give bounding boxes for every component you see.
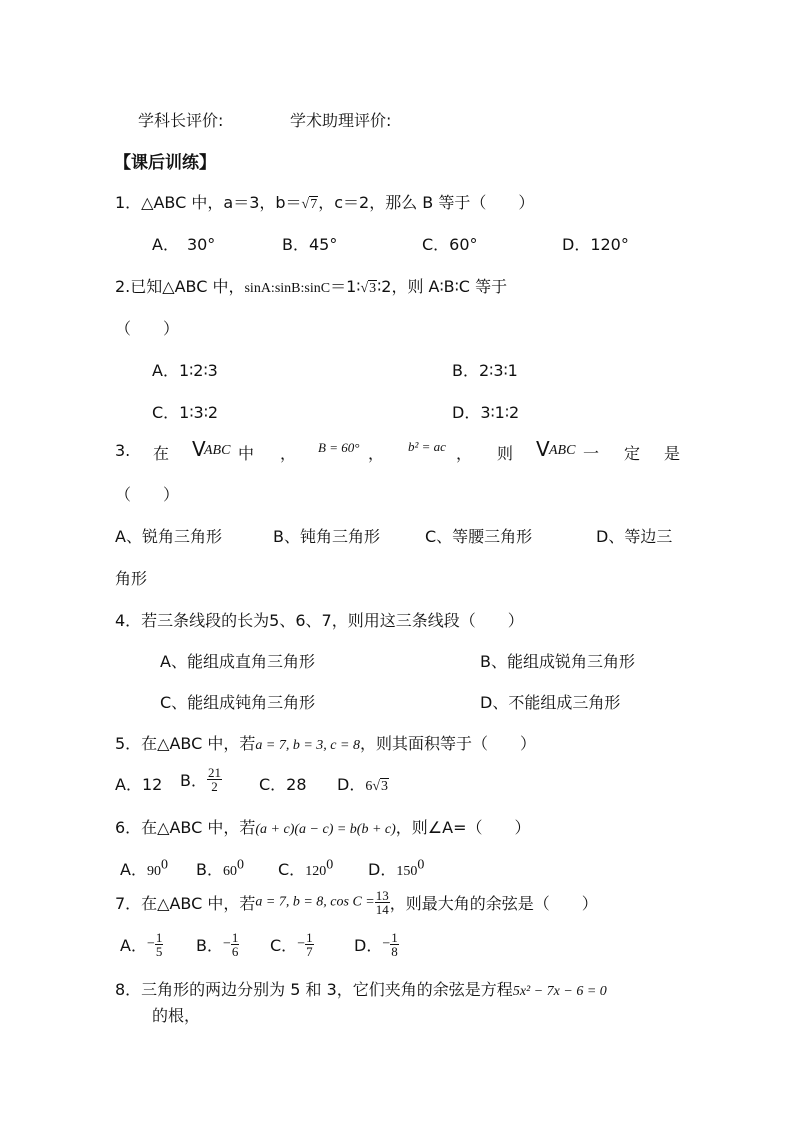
q3-ze: 则 [497,444,514,463]
q3-option-a: A、锐角三角形 [115,527,222,546]
q3-abc-2: ABC [549,443,576,458]
q3-condition-angle: B = 60° [318,440,360,455]
q6-option-c: C．$120^0$ [278,857,334,879]
question-1-stem: 1．△ABC 中，a＝3，b＝√7，c＝2，那么 B 等于（ ） [115,193,535,212]
q7-option-d: D．− $\frac{1}{8}$ [354,930,398,959]
q2-option-d: D．3∶1∶2 [452,403,520,422]
q7-option-a: A．− $\frac{1}{5}$ [120,930,163,959]
subject-lead-evaluation: 学科长评价: [138,111,224,130]
q5-option-a: A．12 [115,775,163,794]
q3-option-b: B、钝角三角形 [273,527,380,546]
q4-option-c: C、能组成钝角三角形 [160,693,316,712]
q6-option-a: A．$90^0$ [120,857,168,879]
q3-answer-paren: （ ） [115,485,180,504]
q1-option-c: C．60° [422,235,478,254]
question-7-stem: 7．在△ABC 中，若a = 7, b = 8, cos C = $\frac{13}{14}$ ，则最大角的余弦是（ ） [115,888,598,917]
q3-yi: 一 [583,444,600,463]
question-2-stem: 2.已知△ABC 中，sinA:sinB:sinC＝1∶√3∶2，则 A∶B∶C 等于 [115,277,508,296]
question-4-stem: 4．若三条线段的长为5、6、7，则用这三条线段（ ） [115,611,524,630]
q3-comma-1: ， [280,444,297,463]
q1-option-a: A． 30° [152,235,216,254]
question-8-stem: 8．三角形的两边分别为 5 和 3，它们夹角的余弦是方程5x² − 7x − 6 = 0 [115,980,607,999]
question-6-stem: 6．在△ABC 中，若(a + c)(a − c) = b(b + c)，则∠A=（ ） [115,818,531,837]
q3-option-d: D、等边三 [596,527,673,546]
section-title: 【课后训练】 [114,153,216,173]
q3-ding: 定 [624,444,641,463]
q3-option-d-wrap: 角形 [115,569,148,588]
q4-option-d: D、不能组成三角形 [480,693,621,712]
q2-option-c: C．1∶3∶2 [152,403,219,422]
q3-comma-3: ， [456,444,473,463]
q3-shi: 是 [664,444,681,463]
q2-option-a: A．1∶2∶3 [152,361,218,380]
q7-option-c: C．− $\frac{1}{7}$ [270,930,313,959]
q5-option-c: C．28 [259,775,307,794]
q2-option-b: B．2∶3∶1 [452,361,518,380]
q3-condition-sides: b² = ac [408,439,446,454]
triangle-symbol: V [192,437,206,461]
q5-option-b: B． $\frac{21}{2}$ [180,765,221,794]
question-5-stem: 5．在△ABC 中，若a = 7, b = 3, c = 8，则其面积等于（ ） [115,734,536,753]
q1-option-d: D．120° [562,235,629,254]
academic-assistant-evaluation: 学术助理评价: [290,111,392,130]
triangle-symbol: V [536,437,550,461]
question-8-stem-cont: 的根， [152,1006,201,1025]
q4-option-a: A、能组成直角三角形 [160,652,315,671]
q5-option-d: D．6√3 [337,775,389,794]
q6-option-d: D．$150^0$ [368,857,425,879]
q3-zhong: 中 [238,444,255,463]
q2-answer-paren: （ ） [115,319,180,338]
q3-number: 3. [115,441,131,460]
q7-option-b: B．− $\frac{1}{6}$ [196,930,239,959]
q1-option-b: B．45° [282,235,338,254]
q4-option-b: B、能组成锐角三角形 [480,652,635,671]
q3-zai: 在 [153,444,170,463]
q3-abc-1: ABC [204,443,231,458]
q6-option-b: B．$60^0$ [196,857,244,879]
q3-option-c: C、等腰三角形 [425,527,533,546]
q3-comma-2: ， [368,444,385,463]
